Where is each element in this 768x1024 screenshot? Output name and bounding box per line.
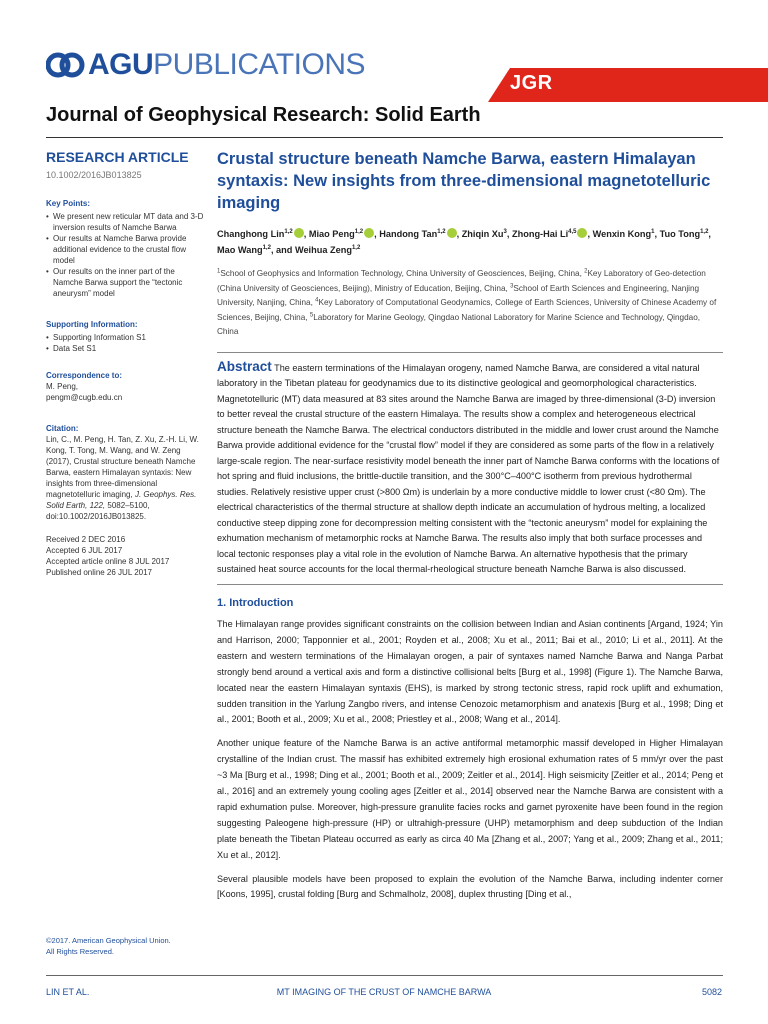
key-point: • We present new reticular MT data and 3-D inversion results of Namche Barwa: [46, 211, 204, 233]
author: Changhong Lin$^{1,2}$: [217, 229, 304, 239]
article-title: Crustal structure beneath Namche Barwa, eastern Himalayan syntaxis: New insights from three-dimensional magnetotelluric imaging: [217, 150, 711, 212]
agu-publications-logo: [46, 46, 365, 84]
journal-title: Journal of Geophysical Research: Solid Earth: [46, 104, 481, 126]
date-accepted-online: Accepted article online 8 JUL 2017: [46, 557, 170, 566]
correspondence-name: M. Peng,: [46, 382, 79, 391]
correspondence-email[interactable]: pengm@cugb.edu.cn: [46, 393, 123, 402]
author: Weihua Zeng$^{1,2}$: [294, 244, 361, 255]
key-point: • Our results at Namche Barwa provide additional evidence to the crustal flow model: [46, 233, 204, 266]
body-paragraph: The Himalayan range provides significant constraints on the collision between Indian and Asian continents [Argand, 1924; Yin and Harrison, 2000; Tapponnier et al., 2001; Royden et al., 2008; Xu et al., 2011; Bai et al., 2010; Li et al., 2011]. At the eastern and western terminations of the Himalayan orogen, a pair of syntaxes named Namche Barwa and Nanga Parbat strongly bend around a vertical axis and form a distinctive collisional belts [Burg et al., 1998] (Figure 1). The Namche Barwa, located near the eastern Himalayan syntaxis (EHS), is marked by strong tectonic stress, rapid rock uplift and exhumation, sudden transition in the Yarlung Zangbo rivers, and intense Cenozoic metamorphism and anatexis [Burg et al., 1998; Ding et al., 2001; Booth et al., 2009; Xu et al., 2008; Priestley et al., 2008; Wang et al., 2014].: [217, 618, 723, 725]
abstract-text: The eastern terminations of the Himalayan orogeny, named Namche Barwa, are considered a vital natural laboratory in the Tibetan plateau for geodynamics due to its distinctive geological and geomorphological characteristics. Magnetotelluric (MT) data measured at 83 sites around the Namche Barwa are imaged by three-dimensional (3-D) inversion to better reveal the crustal structure of the eastern Himalaya. The results show a complex and heterogeneous electrical structure beneath the Namche Barwa. The electrical conductors distributed in the middle and lower crust around the Namche Barwa provide additional evidence for the “crustal flow” model if they are considered as some parts of the flow in a relatively large-scale region. The near-surface resistivity model beneath the inner part of Namche Barwa conforms with the locations of hot spring and fluid inclusions, the brittle-ductile transition, and the 300°C–400°C isotherm from previous hydrothermal studies. Relatively resistive upper crust (>800 Ωm) is underlain by a more conductive middle to lower crust (<80 Ωm). The electrical characteristics of the thermal structure at shallow depth indicate an accumulation of hydrous melting, a localized conductive steep dipping zone for decompression melting consistent with the “tectonic aneurysm” model for explaining the exhumation mechanism of metamorphic rocks at Namche Barwa. The results also imply that both surface processes and local tectonic responses play a vital role in the evolution of Namche Barwa. An alternative hypothesis that the primary sustained heat source accounts for the local thermal-rheological structure beneath Namche Barwa is also discussed.: [217, 362, 720, 575]
date-received: Received 2 DEC 2016: [46, 535, 126, 544]
footer-running-title: MT IMAGING OF THE CRUST OF NAMCHE BARWA: [276, 987, 492, 997]
affiliations: $^1$School of Geophysics and Information Technology, China University of Geosciences, Beijing, China, $^2$Key Laboratory of Geo-detection (China University of Geosciences, Beijing), Ministry of Education, Beijing, China, $^3$School of Earth Sciences and Engineering, Nanjing University, Nanjing, China, $^4$Key Laboratory of Computational Geodynamics, College of Earth Sciences, University of Chinese Academy of Sciences, Beijing, China, $^5$Laboratory for Marine Geology, Qingdao National Laboratory for Marine Science and Technology, Qingdao, China: [217, 268, 717, 337]
agu-logo-icon: [46, 48, 86, 82]
key-points-list: [46, 211, 204, 299]
supporting-info-item[interactable]: • Supporting Information S1: [46, 332, 204, 343]
orcid-icon[interactable]: [577, 228, 587, 238]
author: Handong Tan$^{1,2}$: [379, 229, 456, 239]
author: Wenxin Kong$^1$: [592, 228, 655, 239]
jgr-badge-label: JGR: [510, 72, 553, 94]
agu-wordmark: AGUPUBLICATIONS: [88, 48, 365, 81]
supporting-info-heading: Supporting Information:: [46, 320, 138, 329]
citation-text: Lin, C., M. Peng, H. Tan, Z. Xu, Z.-H. Li, W. Kong, T. Tong, M. Wang, and W. Zeng (2017), Crustal structure beneath Namche Barwa, eastern Himalayan syntaxis: New insights from three-dimensional magnetotelluric imaging, J. Geophys. Res. Solid Earth, 122, 5082–5100, doi:10.1002/2016JB013825.: [46, 435, 199, 521]
correspondence-heading: Correspondence to:: [46, 371, 123, 380]
affiliation: School of Earth Sciences and Engineering, Nanjing University, Nanjing, China,: [217, 283, 700, 308]
author: Mao Wang$^{1,2}$: [217, 244, 271, 255]
affiliation: Laboratory for Marine Geology, Qingdao National Laboratory for Marine Science and Technology, Qingdao, China: [217, 312, 701, 337]
author: Zhong-Hai Li$^{4,5}$: [512, 229, 587, 239]
key-point: • Our results on the inner part of the Namche Barwa support the “tectonic aneurysm” model: [46, 266, 204, 299]
author-list: Changhong Lin$^{1,2}$ , Miao Peng$^{1,2}$ , Handong Tan$^{1,2}$ , Zhiqin Xu$^3$, Zhong-Hai Li$^{4,5}$ , Wenxin Kong$^1$, Tuo Tong$^{1,2}$, Mao Wang$^{1,2}$, and Weihua Zeng$^{1,2}$: [217, 228, 711, 255]
affiliation: School of Geophysics and Information Technology, China University of Geosciences, Beijing, China,: [220, 269, 585, 278]
orcid-icon[interactable]: [294, 228, 304, 238]
citation-heading: Citation:: [46, 424, 79, 433]
author: Miao Peng$^{1,2}$: [309, 229, 374, 239]
abstract: [217, 352, 723, 585]
supporting-info-item[interactable]: • Data Set S1: [46, 343, 204, 354]
supporting-info-list: [46, 332, 204, 354]
sidebar: [46, 148, 204, 578]
body-paragraph: Several plausible models have been proposed to explain the evolution of the Namche Barwa, including indenter corner [Koons, 1995], crustal folding [Burg and Schmalholz, 2008], duplex thrusting [Ding et al.,: [217, 873, 723, 900]
orcid-icon[interactable]: [364, 228, 374, 238]
header-divider: [46, 137, 723, 138]
doi[interactable]: 10.1002/2016JB013825: [46, 170, 142, 180]
date-published: Published online 26 JUL 2017: [46, 568, 153, 577]
article-type: RESEARCH ARTICLE: [46, 149, 189, 165]
key-points-heading: Key Points:: [46, 199, 91, 208]
copyright-notice: ©2017. American Geophysical Union. All Rights Reserved.: [46, 936, 171, 956]
page-number: 5082: [701, 987, 722, 997]
date-accepted: Accepted 6 JUL 2017: [46, 546, 123, 555]
orcid-icon[interactable]: [447, 228, 457, 238]
article-main: [217, 148, 723, 903]
abstract-heading: Abstract: [217, 358, 272, 374]
footer-authors: LIN ET AL.: [46, 987, 90, 997]
affiliation: Key Laboratory of Computational Geodynamics, College of Earth Sciences, University of Chinese Academy of Sciences, Beijing, China,: [217, 298, 717, 322]
affiliation: Key Laboratory of Geo-detection (China University of Geosciences, Beijing), Ministry of Education, Beijing, China,: [217, 269, 706, 293]
footer-divider: [46, 975, 723, 976]
author: Zhiqin Xu$^3$: [461, 228, 507, 239]
body-paragraph: Another unique feature of the Namche Barwa is an active antiformal metamorphic massif developed in Higher Himalayan crystalline of the Indian crust. The massif has exhibited extremely high erosional exhumation rates of 5 mm/yr over the past ~3 Ma [Burg et al., 1998; Ding et al., 2001; Booth et al., 2009; Zeitler et al., 2014]. High seismicity [Zeitler et al., 2014; Peng et al., 2016] and an extremely young cooling ages [Zeitler et al., 2014] observed near the Namche Barwa are consistent with a rapid exhumation pulse. Moreover, high-pressure granulite facies rocks and garnet pyroxenite have been found in the region suggesting Paleogene high-pressure (HP) or ultrahigh-pressure (UHP) metamorphism and deep subduction of the Indian plate beneath the Tibetan Plateau occurred as early as circa 40 Ma [Zhang et al., 2007; Yang et al., 2009; Zhang et al., 2011; Xu et al., 2012].: [217, 738, 723, 860]
author: Tuo Tong$^{1,2}$: [659, 228, 709, 239]
introduction-heading: 1. Introduction: [217, 596, 294, 609]
